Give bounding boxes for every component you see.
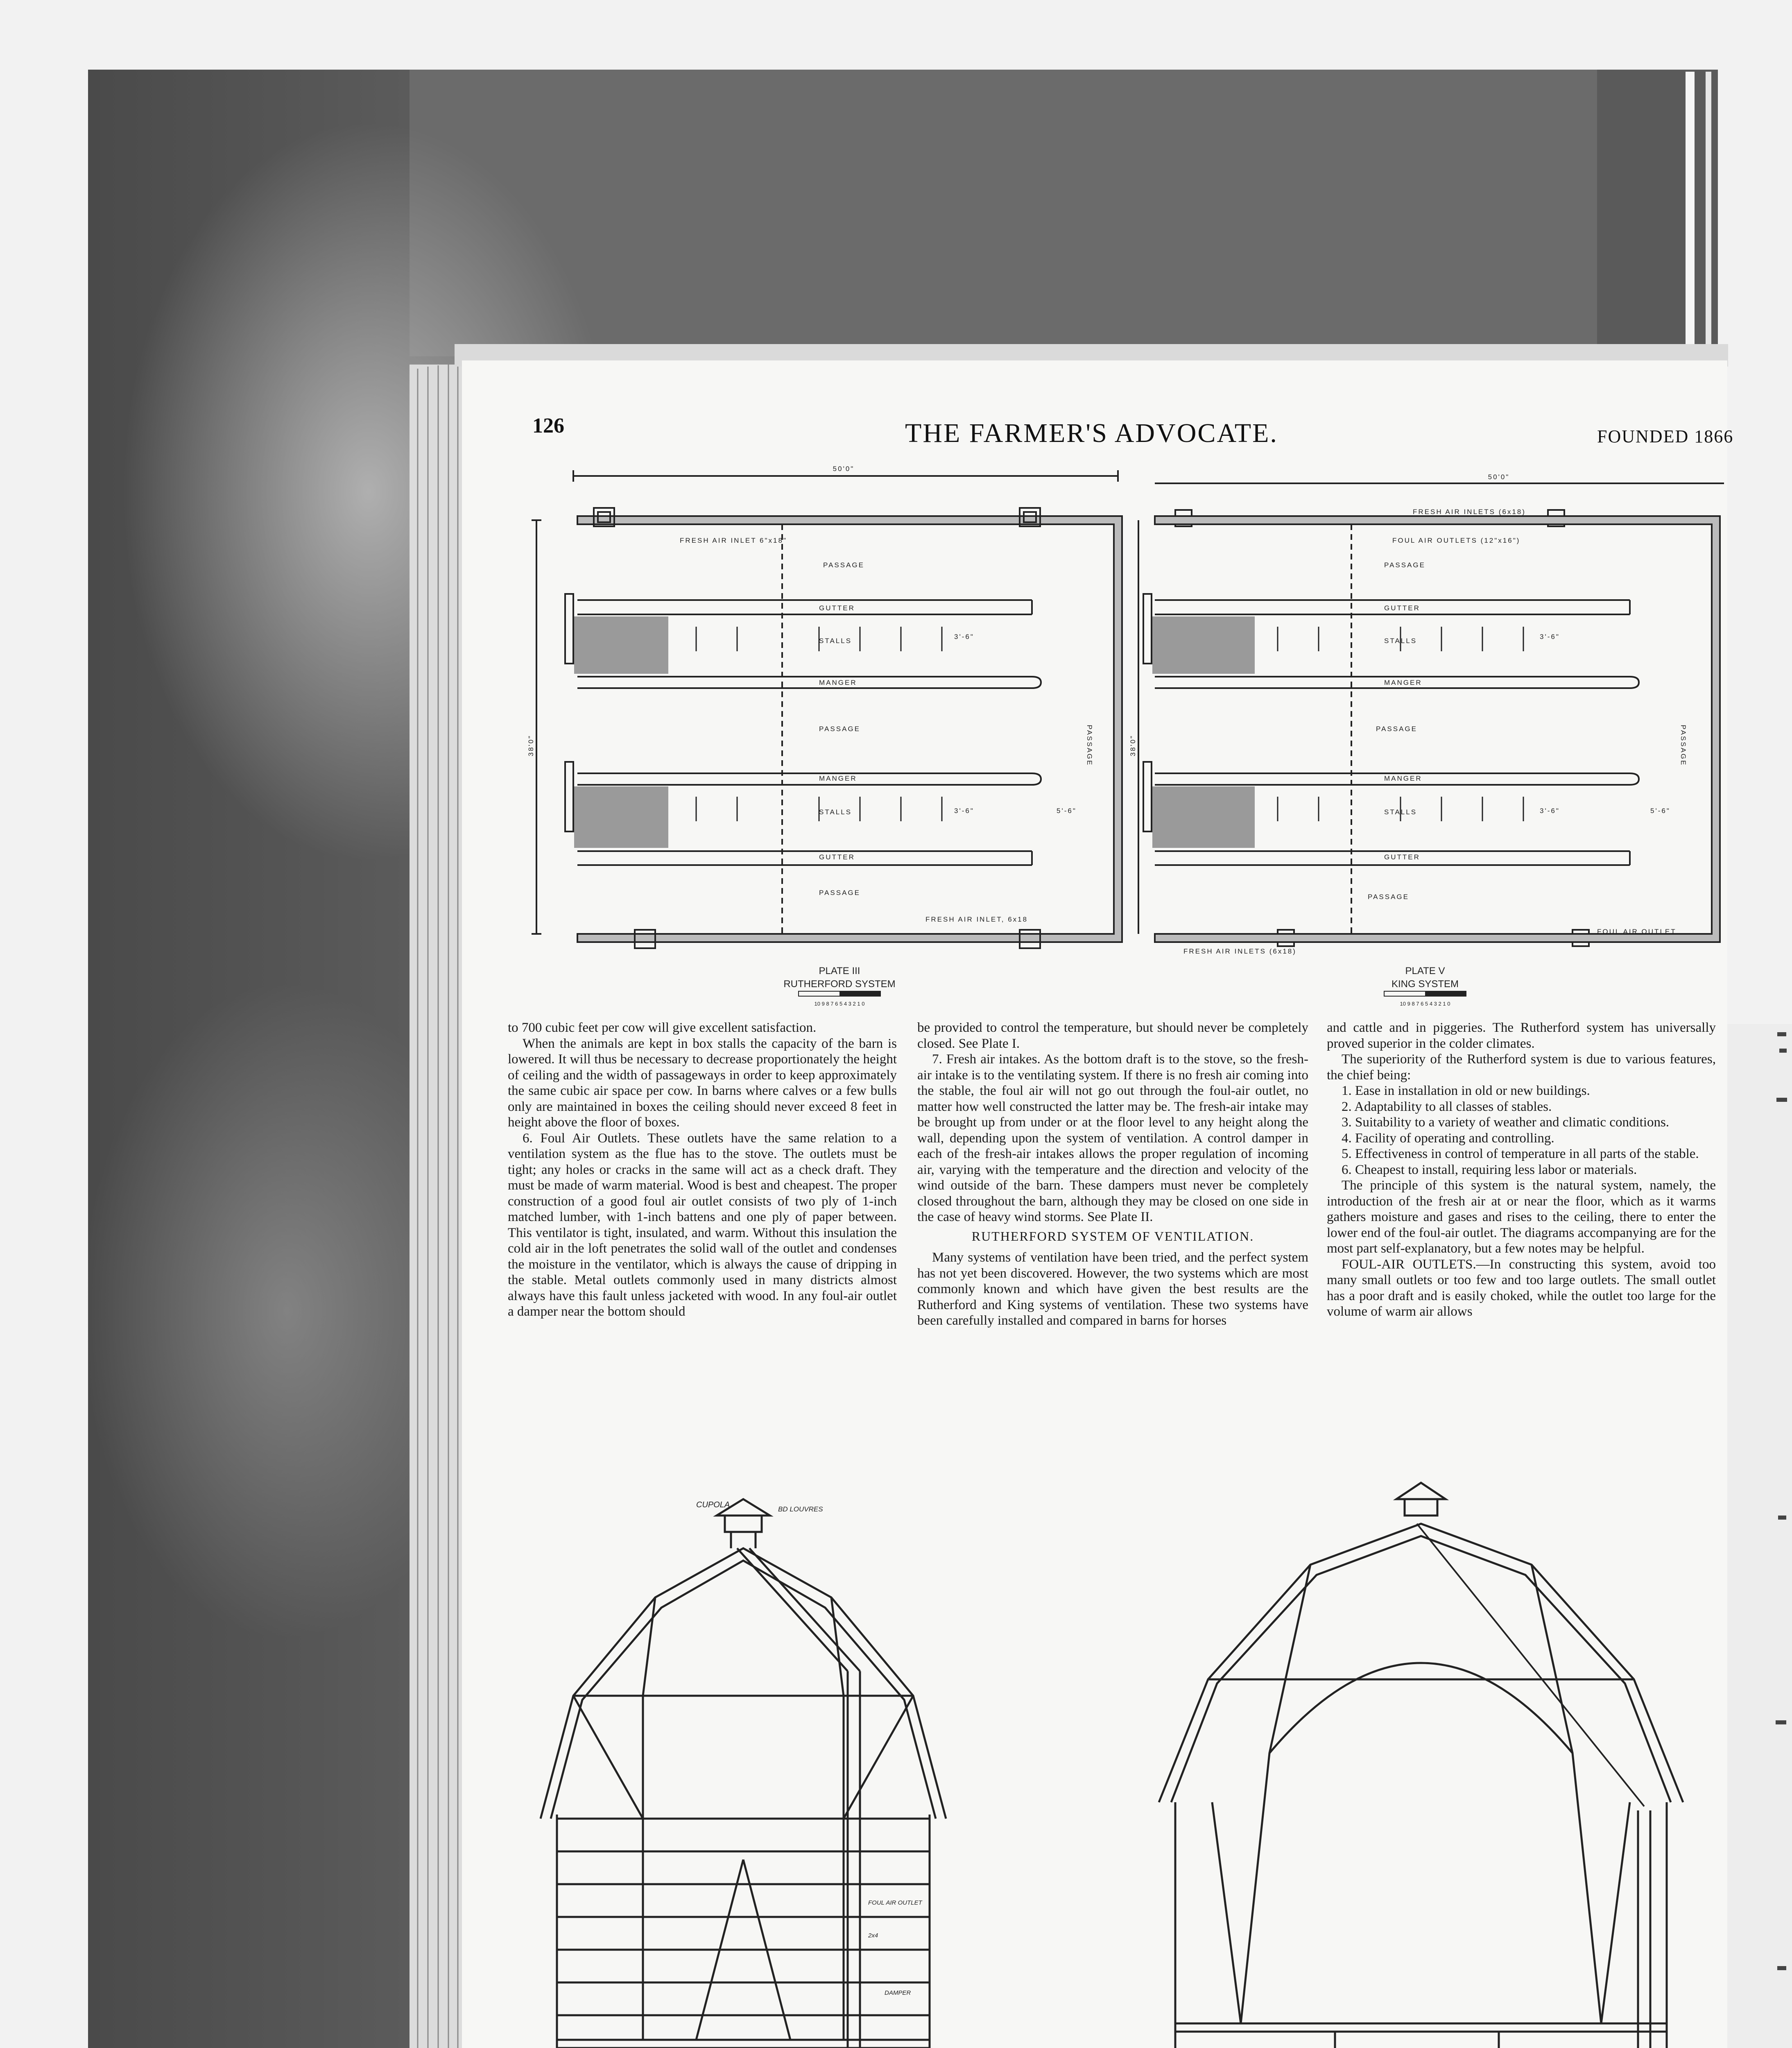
col2-paragraph: Many systems of ventilation have been tried, and the perfect system has not yet been discovered. However, the two systems which are most commonly known and which have given the best results are the Rutherford and King systems of ventilation. These two systems have been carefully installed and compared in barns for horses [917,1250,1308,1328]
col3-paragraph: FOUL-AIR OUTLETS.—In constructing this system, avoid too many small outlets or too few and too large outlets. The small outlet has a poor draft and is easily choked, while the outlet too large for the volume of warm air allows [1327,1257,1716,1319]
plate-iii-stall-dim-top: 3'-6" [954,633,974,641]
plate-iii-scale-numbers: 10 9 8 7 6 5 4 3 2 1 0 [814,1001,865,1007]
plate-v-scale-bar [1384,991,1466,1007]
section-heading: RUTHERFORD SYSTEM OF VENTILATION. [971,1228,1254,1244]
plate-v-manger-top: MANGER [1384,679,1422,686]
plate-iii-stalls-top: STALLS [819,637,852,645]
plate-v-width-dim: 50'0" [1488,473,1510,481]
plate-v-manger-bottom: MANGER [1384,775,1422,782]
plate-iii-scale-bar [799,991,880,1007]
col2-paragraph: be provided to control the temperature, but should never be completely closed. See Plate I. [917,1020,1308,1051]
plate-iv-cross-section [491,1491,1065,2048]
plate-v-side-dim: 5'-6" [1650,807,1670,815]
col3-paragraph: 2. Adaptability to all classes of stables. [1342,1099,1552,1114]
plate-v-gutter-bottom: GUTTER [1384,853,1420,861]
plate-v-height-dim: 38'0" [1129,734,1137,757]
col3-paragraph: 5. Effectiveness in control of temperature in all parts of the stable. [1342,1146,1699,1161]
col1-paragraph: When the animals are kept in box stalls the capacity of the barn is lowered. It will thus be necessary to decrease proportionately the height of ceiling and the width of passageways in order to keep approximately the same cubic air space per cow. In barns where calves or a few bulls only are maintained in boxes the ceiling should never exceed 8 feet in height above the floor of boxes. [508,1036,897,1130]
text-column-1 [508,1020,897,1483]
plate-iii-stalls-bottom: STALLS [819,808,852,816]
col3-paragraph: 4. Facility of operating and controlling. [1342,1130,1554,1146]
text-column-2 [917,1020,1308,1483]
plate-iv-outlet-size-label: 2x4 [868,1932,878,1939]
col3-paragraph: 3. Suitability to a variety of weather and climatic conditions. [1342,1115,1670,1130]
col3-paragraph: and cattle and in piggeries. The Rutherford system has universally proved superior in the colder climates. [1327,1020,1716,1051]
col3-paragraph: The principle of this system is the natural system, namely, the introduction of the fresh air at or near the floor, which as it warms gathers moisture and gases and rises to the ceiling, there to enter the lower end of the foul-air outlet. The diagrams accompanying are for the most part self-explanatory, but a few notes may be helpful. [1327,1178,1716,1256]
plate-iv-cupola-label: CUPOLA [696,1500,730,1509]
plate-v-fresh-air-inlets-bottom: FRESH AIR INLETS (6x18) [1183,947,1296,955]
plate-iii-width-dim: 50'0" [833,465,855,473]
plate-vi-cross-section [1106,1466,1712,2048]
plate-iii-fresh-air-inlet-bottom: FRESH AIR INLET, 6x18 [925,915,1028,923]
plate-v-stalls-top: STALLS [1384,637,1417,645]
plate-v-passage-bottom: PASSAGE [1368,893,1409,901]
plate-iii-gutter-bottom: GUTTER [819,853,855,861]
plate-iii-gutter-top: GUTTER [819,604,855,612]
plate-v-passage-mid: PASSAGE [1376,725,1417,733]
journal-title: THE FARMER'S ADVOCATE. [905,418,1278,448]
plate-iii-stall-dim-bottom: 3'-6" [954,807,974,815]
plate-iii-manger-top: MANGER [819,679,857,686]
plate-v-subcaption: KING SYSTEM [1391,979,1459,990]
plate-iv-damper-label: DAMPER [885,1989,911,1996]
col3-paragraph: 6. Cheapest to install, requiring less labor or materials. [1342,1162,1637,1177]
plate-v-stall-dim-bottom: 3'-6" [1540,807,1560,815]
plate-iii-caption: PLATE III [819,965,860,976]
plate-iii-height-dim: 38'0" [527,734,535,757]
plate-iii-subcaption: RUTHERFORD SYSTEM [783,979,896,990]
plate-v-floor-plan [1130,459,1728,1024]
plate-v-stalls-bottom: STALLS [1384,808,1417,816]
col1-paragraph: to 700 cubic feet per cow will give excellent satisfaction. [508,1020,817,1035]
plate-iii-side-dim: 5'-6" [1057,807,1077,815]
plate-v-scale-numbers: 10 9 8 7 6 5 4 3 2 1 0 [1400,1001,1450,1007]
col3-paragraph: 1. Ease in installation in old or new buildings. [1342,1083,1590,1098]
plate-iii-passage-side: PASSAGE [1086,725,1093,766]
founded-line: FOUNDED 1866 [1597,426,1734,446]
plate-v-passage-top: PASSAGE [1384,561,1425,569]
plate-iii-passage-mid: PASSAGE [819,725,860,733]
plate-iii-manger-bottom: MANGER [819,775,857,782]
col1-paragraph: 6. Foul Air Outlets. These outlets have the same relation to a ventilation system as the flue has to the stove. The outlets must be tight; any holes or cracks in the same will act as a check draft. They must be made of warm material. Wood is best and cheapest. The proper construction of a good foul air outlet consists of two ply of 1-inch matched lumber, with 1-inch battens and one ply of paper between. This ventilator is tight, insulated, and warm. Without this insulation the cold air in the loft penetrates the solid wall of the outlet and condenses the moisture in the ventilator, which is always the cause of dripping in the stable. Metal outlets commonly used in many districts almost always have this fault unless jacketed with wood. In any foul-air outlet a damper near the bottom should [508,1130,897,1319]
plate-iii-fresh-air-inlet-top: FRESH AIR INLET 6"x18" [680,537,787,544]
plate-v-caption: PLATE V [1405,965,1445,976]
page-number: 126 [532,414,564,437]
col3-paragraph: The superiority of the Rutherford system is due to various features, the chief being: [1327,1052,1716,1083]
plate-iii-passage-top: PASSAGE [823,561,864,569]
plate-v-foul-air-outlets-top: FOUL AIR OUTLETS (12"x16") [1392,537,1520,544]
plate-v-foul-air-outlet-bottom: FOUL AIR OUTLET [1597,928,1677,936]
plate-iii-passage-bottom: PASSAGE [819,889,860,897]
plate-v-passage-side: PASSAGE [1679,725,1687,766]
plate-v-gutter-top: GUTTER [1384,604,1420,612]
plate-iii-floor-plan [524,459,1122,1024]
plate-v-fresh-air-inlets-top: FRESH AIR INLETS (6x18) [1413,508,1526,516]
col2-paragraph: 7. Fresh air intakes. As the bottom draft is to the stove, so the fresh-air intake is to the ventilating system. If there is no fresh air coming into the stable, the foul air will not go out through the foul-air outlet, no matter how well constructed the latter may be. The fresh-air intake may be brought up from under or at the floor level to any height along the wall, depending upon the system of ventilation. A control damper in each of the fresh-air intakes allows the proper regulation of incoming air, varying with the temperature and the direction and velocity of the wind outside of the barn. These dampers must never be completely closed throughout the barn, although they may be closed on one side in the case of heavy wind storms. See Plate II. [917,1052,1308,1224]
plate-iv-louvres-label: BD LOUVRES [778,1505,823,1513]
plate-v-stall-dim-top: 3'-6" [1540,633,1560,641]
plate-iv-foul-air-outlet-label: FOUL AIR OUTLET [868,1899,922,1906]
text-column-3 [1327,1020,1716,1483]
